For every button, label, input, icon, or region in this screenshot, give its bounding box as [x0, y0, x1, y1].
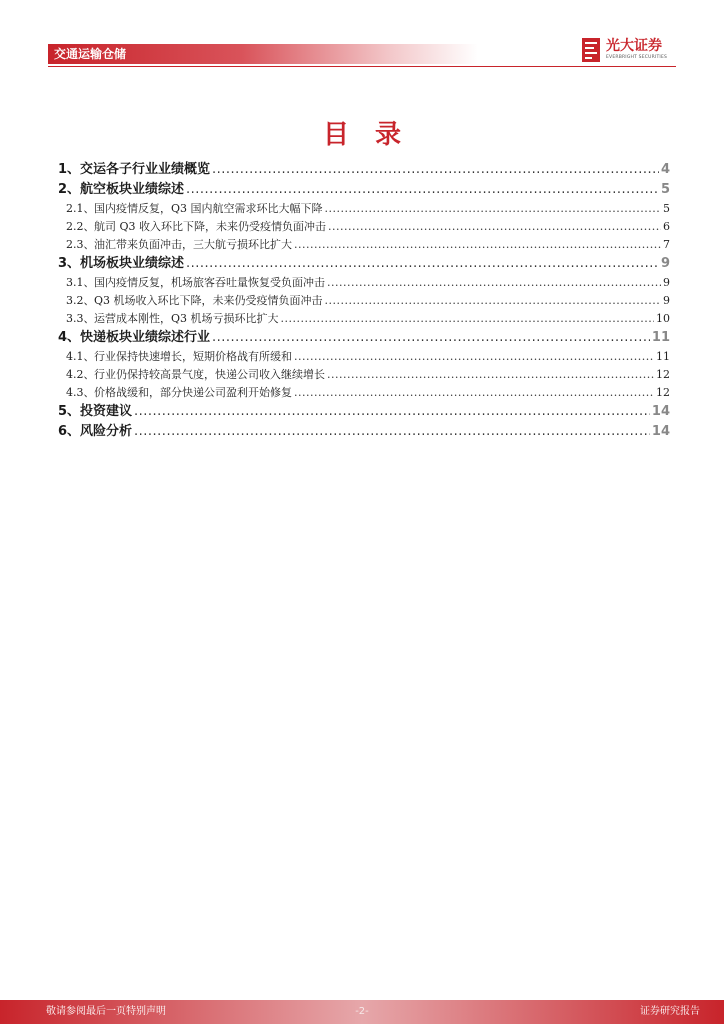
toc-entry-page: 7 [663, 238, 670, 251]
toc-dot-leader [294, 236, 661, 254]
toc-dot-leader [186, 254, 659, 274]
brand-logo-icon [582, 38, 600, 62]
toc-subentry[interactable] [58, 236, 670, 254]
toc-entry-number: 2.1、 [66, 202, 95, 215]
toc-entry-page: 4 [660, 162, 670, 177]
brand-logo [582, 38, 682, 64]
toc-dot-leader [325, 292, 661, 310]
toc-entry-text: 交运各子行业业绩概览 [80, 162, 211, 177]
toc-entry[interactable] [58, 422, 670, 442]
toc-subentry[interactable] [58, 292, 670, 310]
toc-entry-page: 5 [663, 202, 670, 215]
toc-entry-text: 行业仍保持较高景气度，快递公司收入继续增长 [94, 368, 325, 381]
toc-dot-leader [325, 200, 661, 218]
toc-entry-page: 14 [651, 424, 670, 439]
toc-subentry[interactable] [58, 348, 670, 366]
toc-entry-text: 航司 Q3 收入环比下降，未来仍受疫情负面冲击 [94, 220, 327, 233]
toc-entry-number: 2、 [58, 182, 81, 197]
toc-dot-leader [294, 384, 654, 402]
toc-entry-text: 价格战缓和，部分快递公司盈利开始修复 [94, 386, 292, 399]
toc-dot-leader [328, 218, 661, 236]
toc-entry-number: 4.3、 [66, 386, 95, 399]
toc-dot-leader [327, 274, 661, 292]
toc-entry-number: 3、 [58, 256, 81, 271]
toc-entry-number: 4、 [58, 330, 81, 345]
toc-entry[interactable] [58, 254, 670, 274]
toc-subentry[interactable] [58, 274, 670, 292]
toc-entry-page: 6 [663, 220, 670, 233]
toc-entry-number: 2.3、 [66, 238, 95, 251]
toc-entry[interactable] [58, 180, 670, 200]
toc-dot-leader [212, 160, 659, 180]
toc-entry-text: 行业保持快速增长，短期价格战有所缓和 [94, 350, 292, 363]
toc-entry[interactable] [58, 160, 670, 180]
toc-entry-text: 风险分析 [80, 424, 133, 439]
toc-entry[interactable] [58, 402, 670, 422]
toc-entry-text: 国内疫情反复，机场旅客吞吐量恢复受负面冲击 [94, 276, 325, 289]
toc-entry-page: 11 [656, 350, 670, 363]
toc-entry-number: 1、 [58, 162, 81, 177]
toc-entry-number: 3.3、 [66, 312, 95, 325]
toc-entry-page: 9 [663, 276, 670, 289]
toc-entry-page: 10 [656, 312, 670, 325]
toc-entry-page: 11 [651, 330, 670, 345]
toc-entry-text: 航空板块业绩综述 [80, 182, 185, 197]
toc-entry-page: 12 [656, 368, 670, 381]
toc-entry-number: 2.2、 [66, 220, 95, 233]
toc-dot-leader [281, 310, 654, 328]
toc-entry-page: 12 [656, 386, 670, 399]
toc-entry-page: 14 [651, 404, 670, 419]
toc-entry-number: 4.2、 [66, 368, 95, 381]
toc-title: 目录 [322, 120, 427, 150]
toc-entry-text: 油汇带来负面冲击，三大航亏损环比扩大 [94, 238, 292, 251]
toc-subentry[interactable] [58, 218, 670, 236]
toc-entry-text: 投资建议 [80, 404, 133, 419]
toc-entry-text: 机场板块业绩综述 [80, 256, 185, 271]
footer-disclaimer: 敬请参阅最后一页特别声明 [46, 1006, 166, 1017]
brand-subtitle: EVERBRIGHT SECURITIES [606, 55, 668, 60]
footer-report-type: 证券研究报告 [640, 1006, 700, 1017]
toc-dot-leader [134, 402, 650, 422]
toc-entry-page: 9 [660, 256, 670, 271]
toc-entry-text: Q3 机场收入环比下降，未来仍受疫情负面冲击 [94, 294, 323, 307]
toc-entry[interactable] [58, 328, 670, 348]
toc-entry-number: 6、 [58, 424, 81, 439]
toc-entry-page: 5 [660, 182, 670, 197]
toc-entry-number: 4.1、 [66, 350, 95, 363]
toc-dot-leader [186, 180, 659, 200]
toc-entry-text: 快递板块业绩综述行业 [80, 330, 211, 345]
toc-entry-text: 运营成本刚性，Q3 机场亏损环比扩大 [94, 312, 279, 325]
toc-entry-number: 5、 [58, 404, 81, 419]
toc-entry-number: 3.1、 [66, 276, 95, 289]
toc-subentry[interactable] [58, 366, 670, 384]
brand-name: 光大证券 [606, 38, 662, 54]
toc-entry-page: 9 [663, 294, 670, 307]
toc-entry-text: 国内疫情反复，Q3 国内航空需求环比大幅下降 [94, 202, 323, 215]
section-title: 交通运输仓储 [54, 47, 127, 61]
toc-entry-number: 3.2、 [66, 294, 95, 307]
toc-dot-leader [294, 348, 654, 366]
toc-dot-leader [327, 366, 654, 384]
page-number: -2- [355, 1006, 369, 1017]
table-of-contents [58, 160, 670, 442]
toc-dot-leader [134, 422, 650, 442]
toc-subentry[interactable] [58, 200, 670, 218]
toc-dot-leader [212, 328, 650, 348]
toc-subentry[interactable] [58, 384, 670, 402]
toc-subentry[interactable] [58, 310, 670, 328]
header-divider [48, 66, 676, 67]
